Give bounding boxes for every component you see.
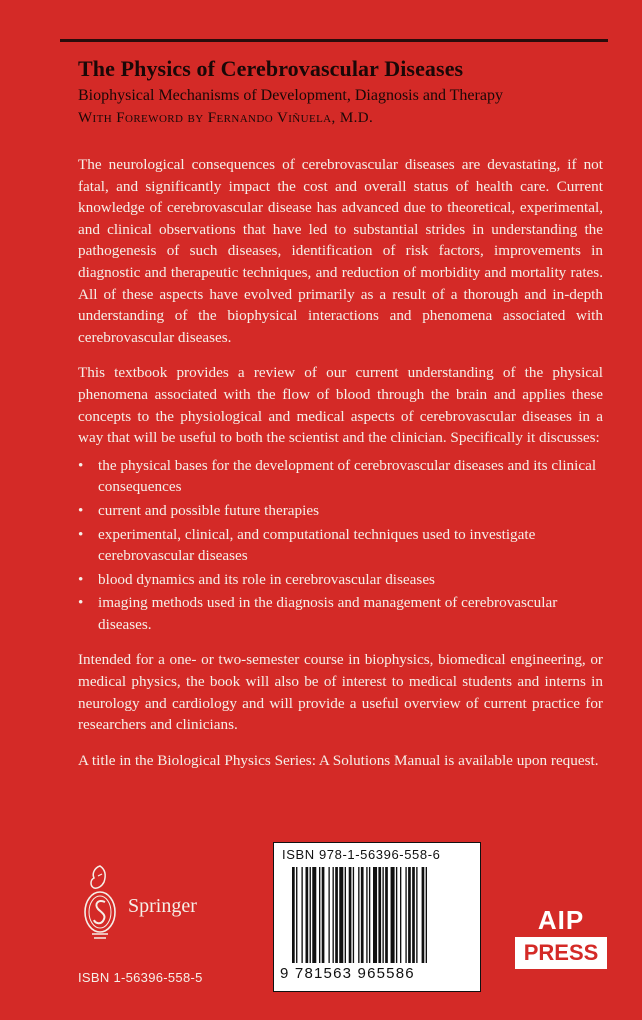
title-block — [78, 56, 618, 128]
paragraph-3: Intended for a one- or two-semester course in biophysics, biomedical engineering, or medical physics, the book will also be of interest to medical students and interns in neurology and cardiology and will provide a useful overview of current practice for researchers and clinicians. — [78, 651, 603, 734]
barcode-bar — [322, 867, 325, 963]
barcode-bar — [301, 867, 302, 963]
barcode-bar — [400, 867, 401, 963]
isbn-10: ISBN 1-56396-558-5 — [78, 970, 203, 985]
blurb — [78, 154, 603, 785]
topics-list — [78, 455, 603, 636]
paragraph-4: A title in the Biological Physics Series: A Solutions Manual is available upon request. — [78, 751, 599, 769]
barcode-bar — [391, 867, 395, 963]
barcode-bar — [310, 867, 311, 963]
barcode-bar — [361, 867, 364, 963]
barcode-bar — [405, 867, 406, 963]
book-subtitle: Biophysical Mechanisms of Development, Diagnosis and Therapy — [78, 87, 503, 104]
barcode-bar — [296, 867, 297, 963]
list-item: • imaging methods used in the diagnosis and management of cerebrovascular diseases. — [78, 592, 603, 635]
aip-logo-bottom: PRESS — [515, 937, 607, 969]
barcode-bar — [412, 867, 415, 963]
barcode-bar — [345, 867, 346, 963]
barcode-bar — [306, 867, 309, 963]
barcode-bar — [366, 867, 367, 963]
book-title: The Physics of Cerebrovascular Diseases — [78, 56, 464, 81]
barcode-bar — [292, 867, 295, 963]
barcode-bar — [353, 867, 354, 963]
barcode-bar — [335, 867, 338, 963]
list-item: • blood dynamics and its role in cerebrovascular diseases — [78, 569, 603, 591]
aip-logo-top: AIP — [537, 905, 585, 935]
barcode-bar — [408, 867, 411, 963]
list-item: • experimental, clinical, and computational techniques used to investigate cerebrovascular diseases — [78, 524, 603, 567]
springer-logo — [78, 862, 238, 952]
springer-knight-icon — [78, 862, 122, 952]
barcode-bar — [369, 867, 370, 963]
barcode-bar — [349, 867, 352, 963]
barcode-isbn: ISBN 978-1-56396-558-6 — [282, 847, 441, 862]
foreword-credit: With Foreword by Fernando Viñuela, M.D. — [78, 110, 374, 126]
barcode-bar — [396, 867, 397, 963]
barcode-bar — [422, 867, 425, 963]
barcode-bar — [333, 867, 334, 963]
barcode-bar — [378, 867, 381, 963]
list-item: • current and possible future therapies — [78, 500, 603, 522]
barcode-bar — [382, 867, 383, 963]
barcode-bar — [319, 867, 320, 963]
barcode-bar — [426, 867, 427, 963]
barcode-bar — [328, 867, 329, 963]
barcode-bar — [339, 867, 343, 963]
barcode-box — [273, 842, 481, 992]
barcode-bar — [385, 867, 388, 963]
barcode-bar — [373, 867, 377, 963]
publisher-name: Springer — [128, 895, 197, 917]
paragraph-2: This textbook provides a review of our current understanding of the physical phenomena associated with the flow of blood through the brain and applies these concepts to the physiological and medical aspects of cerebrovascular diseases in a way that will be useful to both the scientist and the clinician. Specifically it discusses: — [78, 364, 603, 447]
aip-press-logo — [515, 905, 607, 975]
barcode-bar — [358, 867, 359, 963]
paragraph-1: The neurological consequences of cerebrovascular diseases are devastating, if not fatal, and significantly impact the cost and overall status of health care. Current knowledge of cerebrovascular disease has advanced due to theoretical, experimental, and clinical observations that have led to substantial strides in understanding the pathogenesis of such diseases, identification of risk factors, improvements in diagnostic and therapeutic techniques, and reduction of morbidity and mortality rates. All of these aspects have evolved primarily as a result of a thorough and in-depth understanding of the biophysical interactions and phenomena associated with cerebrovascular diseases. — [78, 156, 603, 346]
barcode-bar — [416, 867, 417, 963]
top-rule — [60, 39, 608, 42]
list-item: • the physical bases for the development of cerebrovascular diseases and its clinical consequences — [78, 455, 603, 498]
barcode-digits: 9 781563 965586 — [280, 965, 415, 982]
barcode-bar — [312, 867, 316, 963]
